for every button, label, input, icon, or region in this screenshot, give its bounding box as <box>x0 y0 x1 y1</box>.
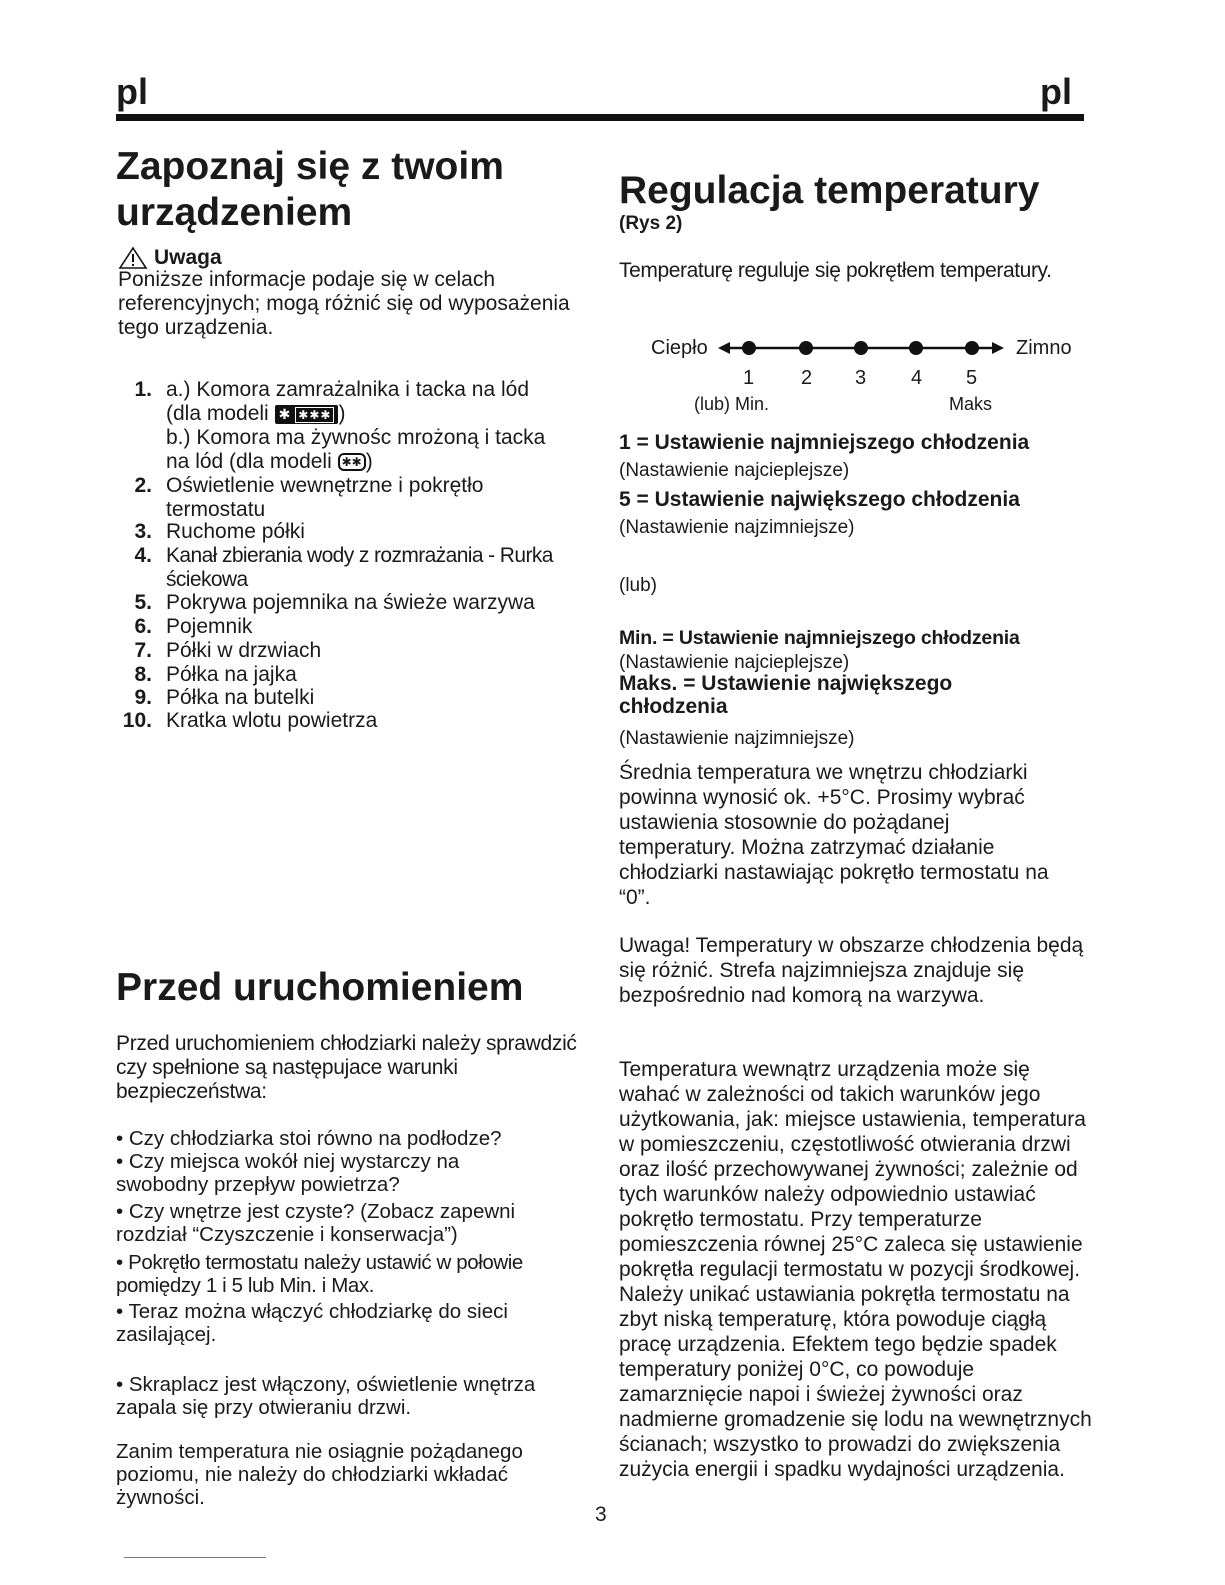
bullet-item: • Skraplacz jest włączony, oświetlenie wnętrza zapala się przy otwieraniu drzwi. <box>116 1373 536 1419</box>
scale-number: 1 <box>743 367 755 389</box>
note-paragraph: Zanim temperatura nie osiągnie pożądanego poziomu, nie należy do chłodziarki wkładać żywności. <box>116 1440 523 1509</box>
or-label: (lub) <box>619 575 658 596</box>
section-title-before-start: Przed uruchomieniem <box>116 966 524 1009</box>
header-lang-right: pl <box>1040 71 1072 112</box>
bullet-item: • Teraz można włączyć chłodziarkę do sieci zasilającej. <box>116 1300 508 1346</box>
list-item-line: b.) Komora ma żywnośc mrożoną i tacka <box>166 426 546 449</box>
temperature-intro: Temperaturę reguluje się pokrętłem temperatury. <box>619 259 1052 282</box>
scale-label-cold: Zimno <box>1016 337 1072 359</box>
bullet-item: • Pokrętło termostatu należy ustawić w połowie pomiędzy 1 i 5 lub Min. i Max. <box>116 1251 523 1297</box>
warning-triangle-icon <box>118 246 148 270</box>
definition-5: 5 = Ustawienie największego chłodzenia <box>619 488 1020 511</box>
paragraph-average-temperature: Średnia temperatura we wnętrzu chłodziarki powinna wynosić ok. +5°C. Prosimy wybrać ustawienia stosownie do pożądanej temperatury. Można zatrzymać działanie chłodziarki nastawiając pokrętło termostatu na “0”. <box>619 761 1049 909</box>
definition-max-note: (Nastawienie najzimniejsze) <box>619 728 855 749</box>
bullet-item: • Czy wnętrze jest czyste? (Zobacz zapewni rozdział “Czyszczenie i konserwacja”) <box>116 1200 516 1246</box>
list-item: 1. a.) Komora zamrażalnika i tacka na lód (dla modeli ✱ ✱✱✱ ) b.) Komora ma żywnośc mrożoną i tacka na lód (dla modeli ✱✱ ) <box>116 378 596 478</box>
definition-min-note: (Nastawienie najcieplejsze) <box>619 652 850 673</box>
bullet-item: • Czy miejsca wokół niej wystarczy na swobodny przepływ powietrza? <box>116 1150 460 1196</box>
footer-divider <box>124 1557 266 1558</box>
section-title-temperature: Regulacja temperatury <box>619 169 1040 212</box>
figure-reference: (Rys 2) <box>619 213 683 234</box>
bullet-item: • Czy chłodziarka stoi równo na podłodze? <box>116 1127 502 1150</box>
paragraph-temperature-zones: Uwaga! Temperatury w obszarze chłodzenia będą się różnić. Strefa najzimniejsza znajduje się bezpośrednio nad komorą na warzywa. <box>619 934 1084 1007</box>
scale-number: 5 <box>966 367 978 389</box>
paragraph-temperature-conditions: Temperatura wewnątrz urządzenia może się wahać w zależności od takich warunków jego użytkowania, jak: miejsce ustawienia, temperatura w pomieszczeniu, częstotliwość otwierania drzwi oraz ilość przechowywanej żywności; zależnie od tych warunków należy odpowiednio ustawiać pokrętło termostatu. Przy temperaturze pomieszczenia równej 25°C zaleca się ustawienie pokrętła regulacji termostatu w pozycji środkowej. Należy unikać ustawiania pokrętła termostatu na zbyt niską temperaturę, która powoduje ciągłą pracę urządzenia. Efektem tego będzie spadek temperatury poniżej 0°C, co powoduje zamarznięcie napoi i świeżej żywności oraz nadmierne gromadzenie się lodu na wewnętrznych ścianach; wszystko to prowadzi do zwiększenia zużycia energii i spadku wydajności urządzenia. <box>619 1058 1092 1481</box>
definition-1-note: (Nastawienie najcieplejsze) <box>619 460 850 481</box>
scale-number: 3 <box>855 367 867 389</box>
scale-number: 4 <box>911 367 923 389</box>
list-item-number: 1. <box>134 378 152 401</box>
definition-min: Min. = Ustawienie najmniejszego chłodzenia <box>619 627 1020 649</box>
definition-5-note: (Nastawienie najzimniejsze) <box>619 517 855 538</box>
section-title-intro: Zapoznaj się z twoim urządzeniem <box>116 145 504 234</box>
header-lang-left: pl <box>116 71 148 112</box>
scale-max-label: Maks <box>949 394 993 414</box>
list-item-line: a.) Komora zamrażalnika i tacka na lód <box>166 378 529 401</box>
scale-min-label: (lub) Min. <box>694 394 770 414</box>
warning-text: Poniższe informacje podaje się w celach referencyjnych; mogą różnić się od wyposażenia tego urządzenia. <box>118 268 570 339</box>
warning-title: Uwaga <box>154 246 222 269</box>
definition-1: 1 = Ustawienie najmniejszego chłodzenia <box>619 431 1030 454</box>
scale-label-warm: Ciepło <box>651 337 708 359</box>
warning-heading <box>118 246 222 270</box>
page-number: 3 <box>595 1503 607 1526</box>
freezer-rating-badge-2: ✱✱ <box>338 453 366 471</box>
freezer-rating-badge: ✱ ✱✱✱ <box>275 405 339 424</box>
scale-dial-line <box>718 336 1004 360</box>
definition-max: Maks. = Ustawienie największego chłodzenia <box>619 672 953 718</box>
scale-number: 2 <box>801 367 813 389</box>
before-start-intro: Przed uruchomieniem chłodziarki należy sprawdzić czy spełnione są następujace warunki bezpieczeństwa: <box>116 1032 577 1103</box>
header-rule <box>116 114 1084 121</box>
